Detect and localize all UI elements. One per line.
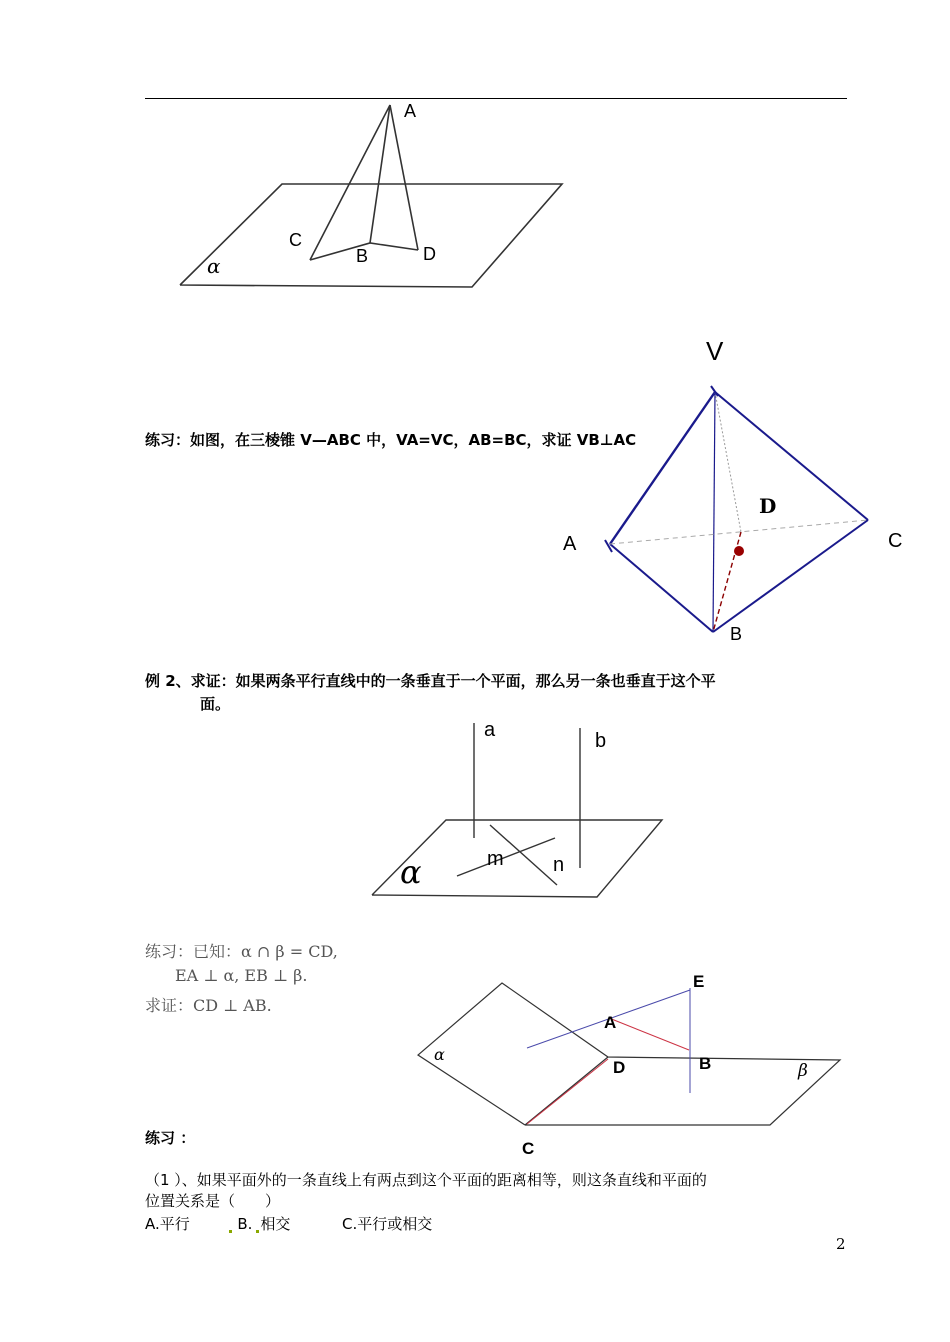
label-B4: B xyxy=(699,1054,712,1073)
green-dot-2 xyxy=(256,1230,259,1233)
example-2-line1: 例 2、求证：如果两条平行直线中的一条垂直于一个平面，那么另一条也垂直于这个平 xyxy=(145,672,716,690)
question-1-line2: 位置关系是（ ） xyxy=(145,1192,281,1210)
example-2-line2: 面。 xyxy=(200,695,231,713)
label-C: C xyxy=(289,230,302,250)
option-c: C.平行或相交 xyxy=(341,1215,433,1233)
label-D: D xyxy=(423,244,436,264)
option-a: A.平行 xyxy=(145,1215,190,1233)
label-line-a: a xyxy=(484,719,496,741)
exercise-2-line3: 求证：CD ⊥ AB. xyxy=(145,996,272,1015)
label-E: E xyxy=(693,972,705,991)
label-line-n: n xyxy=(553,854,565,876)
label-B: B xyxy=(356,246,369,266)
label-C4: C xyxy=(522,1139,535,1158)
label-alpha: α xyxy=(207,254,221,278)
label-A4: A xyxy=(604,1013,617,1032)
label-beta4: β xyxy=(798,1061,808,1081)
question-1-options xyxy=(145,1213,432,1234)
exercise-2-line2: EA ⊥ α, EB ⊥ β. xyxy=(175,966,308,985)
label-alpha4: α xyxy=(434,1045,445,1064)
label-D4: D xyxy=(613,1058,626,1077)
exercise-2-line1: 练习：已知：α ∩ β = CD, xyxy=(145,942,338,961)
label-line-m: m xyxy=(487,848,504,870)
question-1-line1: （1 ）、如果平面外的一条直线上有两点到这个平面的距离相等，则这条直线和平面的 xyxy=(145,1171,707,1189)
label-D2: D xyxy=(759,494,777,518)
option-b-letter: B. xyxy=(237,1215,253,1233)
page-number: 2 xyxy=(836,1235,846,1253)
label-A: A xyxy=(404,101,417,121)
option-b-text: 相交 xyxy=(260,1215,291,1233)
label-B2: B xyxy=(730,624,743,644)
label-C2: C xyxy=(888,530,903,552)
label-A2: A xyxy=(563,533,577,555)
exercise-1-text: 练习：如图，在三棱锥 V—ABC 中，VA=VC，AB=BC，求证 VB⊥AC xyxy=(145,431,637,449)
label-V: V xyxy=(706,336,724,366)
practice-heading: 练习 ： xyxy=(145,1129,196,1147)
green-dot xyxy=(229,1230,232,1233)
label-plane-alpha: α xyxy=(400,853,422,891)
label-line-b: b xyxy=(595,730,607,752)
